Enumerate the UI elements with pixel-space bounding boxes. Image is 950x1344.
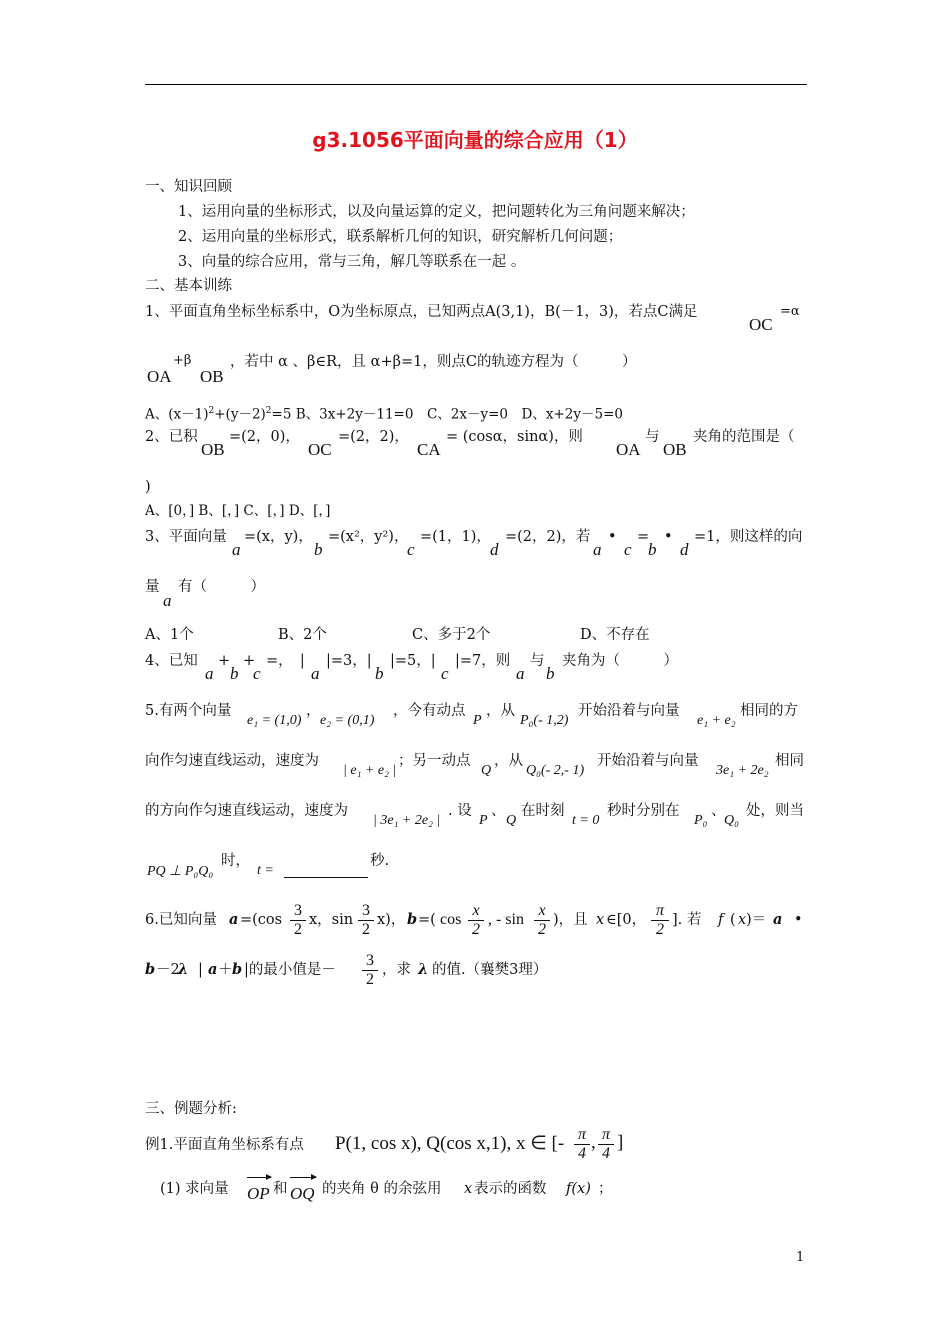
question-3-text: 3、平面向量 <box>145 529 227 545</box>
vector-OC: OC <box>749 315 773 334</box>
numerator: π <box>651 902 669 921</box>
question-2-text: 2、已积 <box>145 429 198 445</box>
example-1-expression: P(1, cos x), Q(cos x,1), x ∈ [- <box>335 1133 565 1154</box>
denominator: 4 <box>578 1145 586 1162</box>
question-4-text: 4、已知 <box>145 653 198 669</box>
q3-option-d: D、不存在 <box>580 627 650 643</box>
numerator: x <box>534 902 550 921</box>
q2-close: ) <box>145 479 151 495</box>
equals: = <box>637 529 650 545</box>
vector-arrow-icon <box>290 1177 316 1178</box>
vector-a-bold: a <box>773 911 783 928</box>
q6-cos: =(cos <box>240 912 283 928</box>
vector-a: a <box>516 664 525 683</box>
q3-c-value: =(1，1)， <box>420 529 491 545</box>
q2-options: A、[0，] B、[，] C、[，] D、[，] <box>145 503 331 519</box>
vector-c: c <box>253 664 261 683</box>
dot: • <box>794 912 803 928</box>
vector-OP: OP <box>247 1184 270 1203</box>
q2-oc-value: =(2，2)， <box>338 429 409 445</box>
q5-line-2: 向作匀速直线运动，速度为 <box>145 753 319 769</box>
q3-option-a: A、1个 <box>145 627 194 643</box>
denominator: 2 <box>366 971 374 988</box>
question-3-text-3: 量 <box>145 579 160 595</box>
vector-a-bold: a <box>208 961 218 978</box>
denominator: 2 <box>538 921 546 938</box>
and: 和 <box>273 1181 288 1197</box>
vector-OC: OC <box>308 440 332 459</box>
vector-d: d <box>680 540 689 559</box>
vector-b: b <box>648 540 657 559</box>
review-item-1: 1、运用向量的坐标形式，以及向量运算的定义，把问题转化为三角问题来解决； <box>178 204 695 220</box>
denominator: 2 <box>362 921 370 938</box>
speed-1: | e₁ + e₂ | <box>343 763 397 778</box>
vector-OA: OA <box>616 440 641 459</box>
minus-two: －2 <box>156 962 180 978</box>
vector-b: b <box>314 540 323 559</box>
q5-same-dir: 相同的方 <box>740 703 798 719</box>
question-3-text-2: =1，则这样的向 <box>694 529 803 545</box>
numerator: x <box>468 902 484 921</box>
q4-c-mag: |=7，则 <box>455 653 511 669</box>
t-equals: t = <box>257 863 274 878</box>
bracket-close: ] <box>617 1132 624 1153</box>
example-1-part-1: (1) 求向量 <box>160 1181 229 1197</box>
vector-a: a <box>163 591 172 610</box>
review-item-2: 2、运用向量的坐标形式，联系解析几何的知识，研究解析几何问题； <box>178 229 623 245</box>
q2-with: 与 <box>645 429 660 445</box>
example-1-angle: 的夹角 θ 的余弦用 <box>322 1181 442 1197</box>
question-1-text-2: ，若中 α 、β∈R，且 α+β=1，则点C的轨迹方程为（ ） <box>230 354 637 370</box>
section-heading: 三、例题分析: <box>145 1101 237 1117</box>
q5-same: 相同 <box>775 753 804 769</box>
speed-2: | 3e₁ + 2e₂ | <box>373 813 441 828</box>
q4-angle: 夹角为（ ） <box>562 653 678 669</box>
lambda: λ <box>178 961 189 978</box>
q1-option-a: A、(x－1) <box>145 406 209 423</box>
comma: ， <box>306 703 321 719</box>
vector-OQ: OQ <box>290 1184 315 1203</box>
lambda: λ <box>418 961 429 978</box>
q4-with: 与 <box>530 653 545 669</box>
vector-a-bold: a <box>229 911 239 928</box>
q3-option-b: B、2个 <box>278 627 327 643</box>
page-number: 1 <box>796 1250 805 1265</box>
vector-b-bold: b <box>232 961 243 978</box>
q3-option-c: C、多于2个 <box>412 627 491 643</box>
q5-along-2: 开始沿着与向量 <box>597 753 699 769</box>
q5-when: 时， <box>221 853 250 869</box>
point-P0: P₀ <box>694 813 708 828</box>
var-x: x <box>596 912 605 928</box>
question-3-text-4: 有（ ） <box>178 579 265 595</box>
q5-seconds-at: 秒时分别在 <box>607 803 680 819</box>
vector-c: c <box>407 540 415 559</box>
q6-interval: ∈[0， <box>606 912 647 928</box>
q6-find: ，求 <box>382 962 411 978</box>
numerator: 3 <box>290 902 306 921</box>
vector-b: b <box>546 664 555 683</box>
fraction-3-2 <box>290 902 306 939</box>
vector-e1: e₁ = (1,0) <box>247 713 302 728</box>
vector-b: b <box>375 664 384 683</box>
q5-let: . 设 <box>448 803 472 819</box>
fraction-3-2 <box>358 902 374 939</box>
q4-sum: =， | <box>266 653 305 669</box>
t-zero: t = 0 <box>572 813 600 828</box>
q5-place: 处，则当 <box>746 803 804 819</box>
q6-source: 的值.（襄樊3理） <box>432 962 548 978</box>
vector-b: b <box>230 664 239 683</box>
q4-a-mag: |=3，| <box>326 653 372 669</box>
numerator: π <box>598 1126 614 1145</box>
fraction-pi-4 <box>598 1126 614 1163</box>
vector-a: a <box>593 540 602 559</box>
q1-options <box>145 402 623 424</box>
q2-ob-value: =(2，0)， <box>229 429 300 445</box>
point-Q0: Q₀(- 2,- 1) <box>526 763 585 778</box>
plus: + <box>243 653 256 669</box>
paren: ( <box>730 912 736 928</box>
minus-sin: , - sin <box>488 911 524 928</box>
vector-d: d <box>490 540 499 559</box>
question-1-text: 1、平面直角坐标坐标系中，O为坐标原点，已知两点A(3,1)，B(－1，3)，若点C满足 <box>145 304 698 320</box>
q5-at-time: 在时刻 <box>521 803 565 819</box>
numerator: 3 <box>362 952 378 971</box>
cos: cos <box>440 911 462 928</box>
vector-OB: OB <box>201 440 225 459</box>
semicolon: ； <box>598 1181 613 1197</box>
separator: 、 <box>711 803 726 819</box>
denominator: 4 <box>602 1145 610 1162</box>
q5-seconds: 秒. <box>370 853 390 869</box>
dot: • <box>608 529 617 545</box>
point-P0: P₀(- 1,2) <box>520 713 569 728</box>
numerator: π <box>574 1126 590 1145</box>
vector-e2: e₂ = (0,1) <box>320 713 375 728</box>
question-5-text: 5.有两个向量 <box>145 703 232 719</box>
vector-b-bold: b <box>407 911 418 928</box>
q5-along: 开始沿着与向量 <box>578 703 680 719</box>
q3-a-value: =(x，y)， <box>244 529 313 545</box>
fraction-x-2 <box>468 902 484 939</box>
point-Q: Q <box>481 763 492 778</box>
q6-min-value: |的最小值是－ <box>244 962 336 978</box>
question-6-text: 6.已知向量 <box>145 912 217 928</box>
q1-plus-beta: +β <box>173 353 192 368</box>
q6-if: ]. 若 <box>672 912 702 928</box>
q2-ca-value: = (cosα，sinα)，则 <box>446 429 583 445</box>
q5-from-2: ，从 <box>494 753 523 769</box>
section-heading: 二、基本训练 <box>145 278 232 294</box>
answer-blank <box>284 877 368 878</box>
q5-from: ，从 <box>486 703 515 719</box>
perpendicular-condition: PQ ⊥ P₀Q₀ <box>147 864 214 879</box>
q5-another: ；另一动点 <box>398 753 471 769</box>
vector-CA: CA <box>417 440 441 459</box>
vector-b-bold: b <box>145 961 156 978</box>
dot: • <box>664 529 673 545</box>
point-Q0: Q₀ <box>724 813 739 828</box>
point-P: P <box>479 813 488 828</box>
q5-line-3: 的方向作匀速直线运动，速度为 <box>145 803 348 819</box>
denominator: 2 <box>472 921 480 938</box>
superscript: 2 <box>265 406 272 416</box>
abs-bar: | <box>198 962 203 978</box>
fraction-pi-4 <box>574 1126 590 1163</box>
var-x: x <box>738 912 747 928</box>
q1-option-rest: =5 B、3x+2y－11=0 C、2x－y=0 D、x+2y－5=0 <box>271 406 623 423</box>
q6-x-close: x)， <box>377 912 406 928</box>
q4-b-mag: |=5，| <box>390 653 436 669</box>
separator: 、 <box>491 803 506 819</box>
q1-eq: =α <box>780 304 800 319</box>
example-1-function: 表示的函数 <box>474 1181 547 1197</box>
vector-a: a <box>311 664 320 683</box>
vector-OB: OB <box>663 440 687 459</box>
plus: + <box>218 653 231 669</box>
q6-equals: )＝ <box>746 912 767 928</box>
q5-moving-point: ，今有动点 <box>393 703 466 719</box>
q6-b-open: =( <box>418 912 436 928</box>
comma: , <box>591 1132 596 1153</box>
vector-arrow-icon <box>247 1177 271 1178</box>
q1-option-a2: +(y－2) <box>214 406 266 423</box>
var-x: x <box>464 1181 473 1197</box>
point-P: P <box>473 713 482 728</box>
numerator: 3 <box>358 902 374 921</box>
example-1-text: 例1.平面直角坐标系有点 <box>145 1137 304 1153</box>
fraction-x-2 <box>534 902 550 939</box>
denominator: 2 <box>294 921 302 938</box>
point-Q: Q <box>506 813 517 828</box>
vector-OB: OB <box>200 367 224 386</box>
q2-angle-range: 夹角的范围是（ <box>693 429 795 445</box>
fraction-pi-2 <box>651 902 669 939</box>
vector-OA: OA <box>147 367 172 386</box>
review-item-3: 3、向量的综合应用，常与三角，解几等联系在一起 。 <box>178 254 526 270</box>
superscript: 2 <box>208 406 215 416</box>
vector-a: a <box>232 540 241 559</box>
fraction-3-2 <box>362 952 378 989</box>
vector-a: a <box>205 664 214 683</box>
q3-d-value: =(2，2)，若 <box>505 529 591 545</box>
vector-c: c <box>624 540 632 559</box>
func-fx: f(x) <box>566 1181 591 1197</box>
section-heading: 一、知识回顾 <box>145 179 232 195</box>
vector-3e1-plus-2e2: 3e₁ + 2e₂ <box>716 763 769 778</box>
plus: ＋ <box>218 962 233 978</box>
q3-b-value: =(x²，y²)， <box>328 529 409 545</box>
q6-sin: x，sin <box>309 912 354 928</box>
q6-and: )，且 <box>553 912 588 928</box>
header-rule <box>145 84 807 85</box>
func-f: f <box>718 912 724 928</box>
denominator: 2 <box>656 921 664 938</box>
vector-c: c <box>441 664 449 683</box>
page-title: g3.1056平面向量的综合应用（1） <box>312 128 638 152</box>
vector-e1-plus-e2: e₁ + e₂ <box>697 713 736 728</box>
